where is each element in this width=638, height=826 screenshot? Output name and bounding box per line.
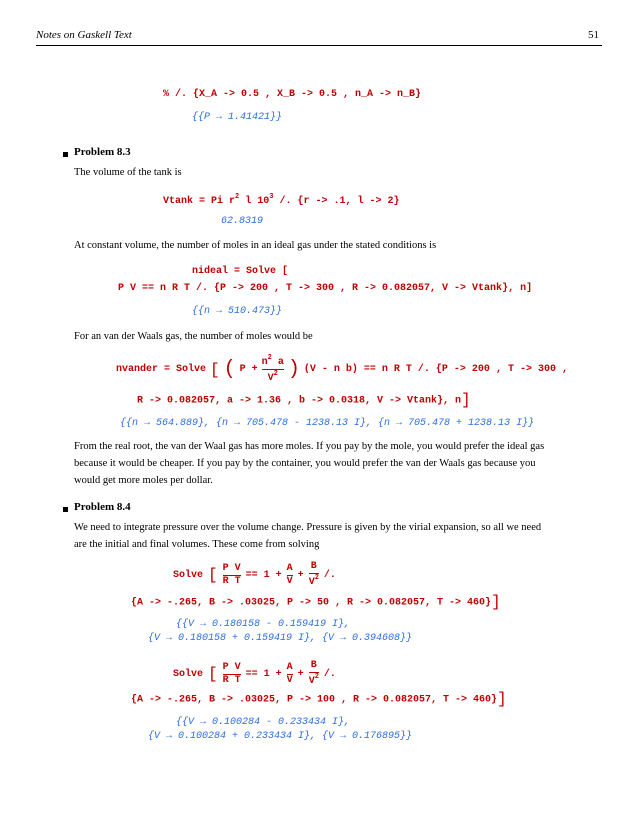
a-over-v-fraction [287,564,293,587]
v2-base: V [308,676,315,687]
v2-exp: 2 [314,673,319,681]
open-bracket: [ [208,566,218,584]
conclusion-line3: would get more moles per dollar. [74,475,213,486]
vtank-exp-10: 3 [269,193,274,201]
b-over-v2-fraction [309,562,319,588]
nvander-rest: (V - n b) == n R T /. {P -> 200 , T -> 300 , [303,364,568,375]
vtank-output: 62.8319 [221,216,264,227]
solve-1-rules [131,593,501,611]
solve-2-rules [131,690,507,708]
problem-8-3-heading: Problem 8.3 [74,146,131,158]
solve-1-rules-text: {A -> -.265, B -> .03025, P -> 50 , R -> 0.082057, T -> 460} [131,597,492,609]
vtank-code [163,193,399,207]
p-plus: P + [239,364,258,375]
nvander-code-line1 [116,355,568,384]
header-rule [36,45,602,46]
ideal-gas-text: At constant volume, the number of moles in an ideal gas under the stated conditions is [74,240,437,251]
bullet-icon [63,507,68,512]
replace-output: {{P → 1.41421}} [192,112,283,123]
solve-block-2 [173,661,336,687]
v: V [286,575,293,587]
b: B [310,561,317,572]
open-bracket: [ [208,665,218,683]
v: V [286,674,293,686]
den-exp: 2 [273,370,278,378]
v2-exp: 2 [314,574,319,582]
eq-one-plus: == 1 + [245,668,282,680]
rt: R T [222,674,241,686]
num-n: n [261,357,268,368]
nvander-line2-text: R -> 0.082057, a -> 1.36 , b -> 0.0318, V -> Vtank}, n [137,395,462,407]
num-a: a [271,357,284,368]
nideal-output: {{n → 510.473}} [192,306,283,317]
open-bracket: [ [210,360,220,379]
a-over-v-fraction [287,663,293,686]
solve-block-1 [173,562,336,588]
vtank-code-part: /. {r -> .1, l -> 2} [273,196,400,207]
conclusion-line2: because it would be cheaper. If you pay by the container, you would prefer the van der Waals gas because you [74,458,536,469]
fraction-numerator [262,355,284,368]
vdw-text: For an van der Waals gas, the number of moles would be [74,331,313,342]
den-v: V [267,373,274,384]
b-over-v2-fraction [309,661,319,687]
rt: R T [222,575,241,587]
replace-code-text: % /. {X_A -> 0.5 , X_B -> 0.5 , n_A -> n_B} [163,89,422,100]
v2-base: V [308,577,315,588]
a: A [286,661,293,673]
solve-1-output-line2: {V → 0.180158 + 0.159419 I}, {V → 0.394608}} [148,633,413,644]
p84-intro-line1: We need to integrate pressure over the volume change. Pressure is given by the virial expansion, so all we need [74,522,542,533]
a: A [286,562,293,574]
open-paren: ( [223,358,236,381]
n2a-over-v2-fraction [262,355,284,384]
replace-op: /. [323,668,336,680]
fraction-denominator [262,371,284,384]
running-header: Notes on Gaskell Text [36,29,132,41]
replace-code [163,89,421,100]
close-bracket: ] [497,690,507,708]
solve-word: Solve [173,668,204,680]
solve-1-output-line1: {{V → 0.180158 - 0.159419 I}, [176,619,351,630]
nvander-solve: nvander = Solve [116,364,207,375]
replace-op: /. [323,569,336,581]
pv-over-rt-fraction [223,663,241,686]
nideal-code-line2: P V == n R T /. {P -> 200 , T -> 300 , R -> 0.082057, V -> Vtank}, n] [118,283,533,294]
nvander-output: {{n → 564.889}, {n → 705.478 - 1238.13 I}, {n → 705.478 + 1238.13 I}} [120,418,535,429]
page-number: 51 [588,29,599,41]
close-paren: ) [287,358,300,381]
solve-2-rules-text: {A -> -.265, B -> .03025, P -> 100 , R -> 0.082057, T -> 460} [131,694,498,706]
nvander-code-line2 [137,391,471,409]
solve-2-output-line1: {{V → 0.100284 - 0.233434 I}, [176,717,351,728]
bullet-icon [63,152,68,157]
num-exp: 2 [267,354,272,362]
vtank-exp-r: 2 [235,193,240,201]
solve-word: Solve [173,569,204,581]
pv: P V [222,562,241,574]
v-squared [309,674,319,687]
b: B [310,660,317,671]
p84-intro-line2: are the initial and final volumes. These come from solving [74,539,320,550]
vtank-code-part: Vtank = Pi r [163,196,236,207]
close-bracket: ] [461,391,471,409]
vtank-code-part: l 10 [239,196,270,207]
tank-volume-intro: The volume of the tank is [74,167,182,178]
solve-2-output-line2: {V → 0.100284 + 0.233434 I}, {V → 0.176895}} [148,731,413,742]
pv: P V [222,661,241,673]
eq-one-plus: == 1 + [245,569,282,581]
plus: + [297,668,304,680]
problem-8-4-heading: Problem 8.4 [74,501,131,513]
close-bracket: ] [491,593,501,611]
nideal-code-line1: nideal = Solve [ [192,266,289,277]
pv-over-rt-fraction [223,564,241,587]
v-squared [309,575,319,588]
conclusion-line1: From the real root, the van der Waal gas has more moles. If you pay by the mole, you would prefer the ideal gas [74,441,545,452]
plus: + [297,569,304,581]
